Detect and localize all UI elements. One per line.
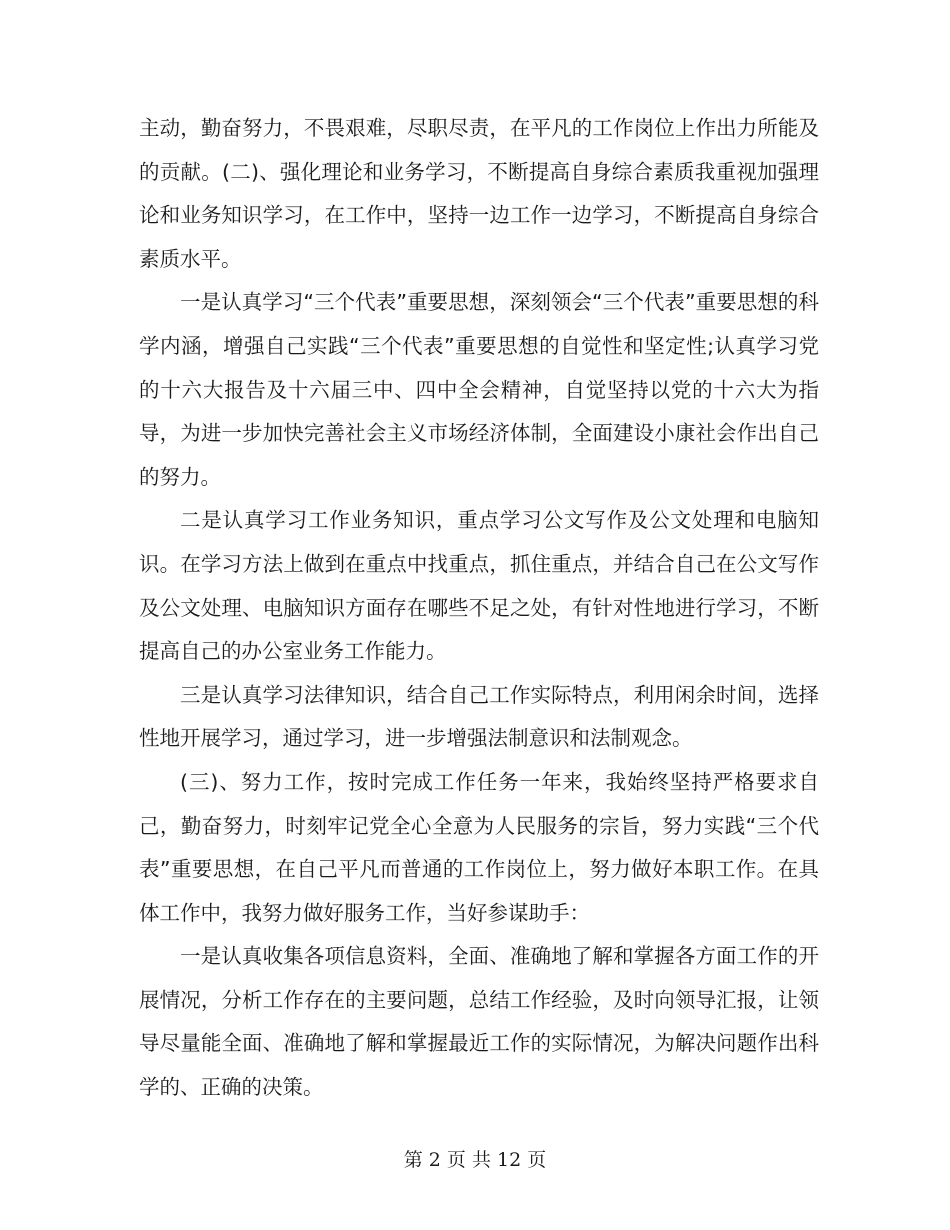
paragraph-study-business: 二是认真学习工作业务知识，重点学习公文写作及公文处理和电脑知识。在学习方法上做到在重点中找重点，抓住重点，并结合自己在公文写作及公文处理、电脑知识方面存在哪些不足之处，有针对性地进行学习，不断提高自己的办公室业务工作能力。 [139, 508, 819, 664]
paragraph-study-law: 三是认真学习法律知识，结合自己工作实际特点，利用闲余时间，选择性地开展学习，通过学习，进一步增强法制意识和法制观念。 [139, 682, 819, 751]
paragraph-continuation: 主动，勤奋努力，不畏艰难，尽职尽责，在平凡的工作岗位上作出力所能及的贡献。(二)、强化理论和业务学习，不断提高自身综合素质我重视加强理论和业务知识学习，在工作中，坚持一边工作一边学习，不断提高自身综合素质水平。 [139, 116, 819, 271]
paragraph-section-three: (三)、努力工作，按时完成工作任务一年来，我始终坚持严格要求自己，勤奋努力，时刻牢记党全心全意为人民服务的宗旨，努力实践“三个代表”重要思想，在自己平凡而普通的工作岗位上，努力做好本职工作。在具体工作中，我努力做好服务工作，当好参谋助手： [139, 769, 819, 925]
paragraph-collect-info: 一是认真收集各项信息资料，全面、准确地了解和掌握各方面工作的开展情况，分析工作存在的主要问题，总结工作经验，及时向领导汇报，让领导尽量能全面、准确地了解和掌握最近工作的实际情况，为解决问题作出科学的、正确的决策。 [139, 944, 819, 1100]
document-body [139, 107, 819, 1110]
paragraph-study-theory: 一是认真学习“三个代表”重要思想，深刻领会“三个代表”重要思想的科学内涵，增强自己实践“三个代表”重要思想的自觉性和坚定性;认真学习党的十六大报告及十六届三中、四中全会精神，自觉坚持以党的十六大为指导，为进一步加快完善社会主义市场经济体制，全面建设小康社会作出自己的努力。 [139, 290, 819, 489]
page-number-footer: 第 2 页 共 12 页 [403, 1149, 547, 1171]
